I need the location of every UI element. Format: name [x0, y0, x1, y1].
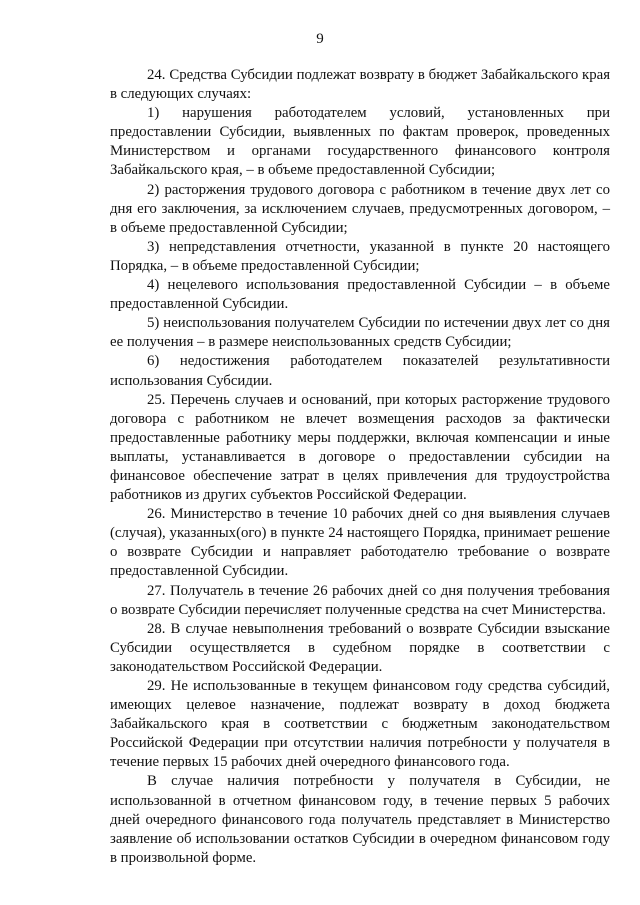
paragraph-27: 27. Получатель в течение 26 рабочих дней со дня получения требования о возврате Субсидии перечисляет полученные средства на счет Министерства.: [110, 582, 610, 618]
paragraph-25: 25. Перечень случаев и оснований, при которых расторжение трудового договора с работником не влечет возмещения расходов за фактически предоставленные работнику меры поддержки, включая компенсации и иные выплаты, устанавливается в договоре о предоставлении субсидии на финансовое обеспечение затрат в целях привлечения для трудоустройства работников из других субъектов Российской Федерации.: [110, 391, 610, 504]
paragraph-26: 26. Министерство в течение 10 рабочих дней со дня выявления случаев (случая), указанных(ого) в пункте 24 настоящего Порядка, принимает решение о возврате Субсидии и направляет работодателю требование о возврате предоставленной Субсидии.: [110, 506, 610, 580]
paragraph-24-item-5: 5) неиспользования получателем Субсидии по истечении двух лет со дня ее получения – в размере неиспользованных средств Субсидии;: [110, 315, 610, 351]
paragraph-29: 29. Не использованные в текущем финансовом году средства субсидий, имеющих целевое назначение, подлежат возврату в доход бюджета Забайкальского края в соответствии с бюджетным законодательством Российской Федерации при отсутствии наличия потребности у получателя в течение первых 15 рабочих дней очередного финансового года.: [110, 678, 610, 771]
page-number: 9: [316, 31, 324, 47]
document-body: [110, 66, 610, 868]
paragraph-28: 28. В случае невыполнения требований о возврате Субсидии взыскание Субсидии осуществляется в судебном порядке в соответствии с законодательством Российской Федерации.: [110, 620, 610, 675]
paragraph-24-item-6: 6) недостижения работодателем показателей результативности использования Субсидии.: [110, 353, 610, 389]
paragraph-29-continuation: В случае наличия потребности у получателя в Субсидии, не использованной в отчетном финансовом году, в течение первых 5 рабочих дней очередного финансового года получатель представляет в Министерство заявление об использовании остатков Субсидии в очередном финансовом году в произвольной форме.: [110, 773, 610, 866]
paragraph-24-item-2: 2) расторжения трудового договора с работником в течение двух лет со дня его заключения, за исключением случаев, предусмотренных договором, – в объеме предоставленной Субсидии;: [110, 181, 610, 236]
paragraph-24-item-1: 1) нарушения работодателем условий, установленных при предоставлении Субсидии, выявленных по фактам проверок, проведенных Министерством и органами государственного финансового контроля Забайкальского края, – в объеме предоставленной Субсидии;: [110, 105, 610, 179]
paragraph-24-item-3: 3) непредставления отчетности, указанной в пункте 20 настоящего Порядка, – в объеме предоставленной Субсидии;: [110, 238, 610, 274]
paragraph-24-item-4: 4) нецелевого использования предоставленной Субсидии – в объеме предоставленной Субсидии.: [110, 277, 610, 313]
paragraph-24: 24. Средства Субсидии подлежат возврату в бюджет Забайкальского края в следующих случаях:: [110, 67, 610, 103]
